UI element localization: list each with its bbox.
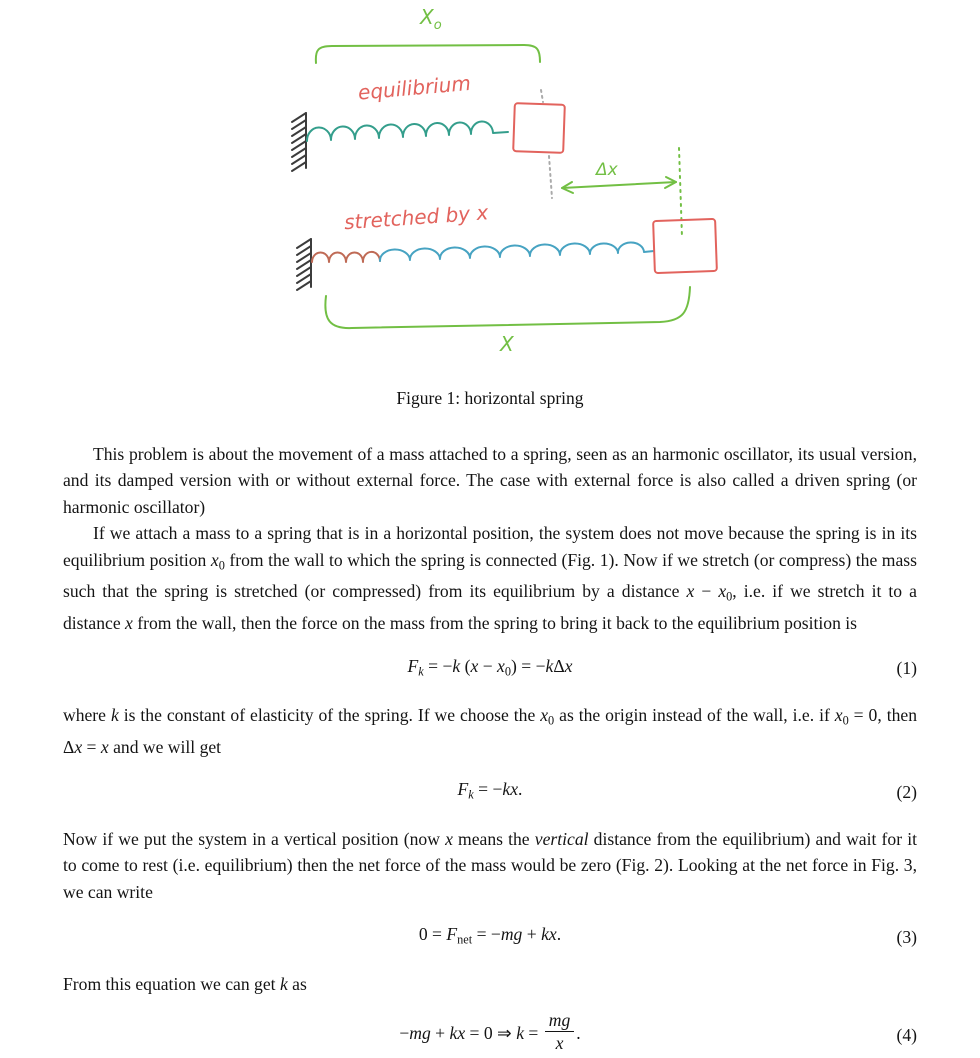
mass-box-1 bbox=[513, 103, 565, 153]
equation-1 bbox=[63, 653, 917, 684]
dotted-line-1 bbox=[549, 156, 552, 198]
equation-2-number: (2) bbox=[896, 782, 917, 803]
label-delta-x: Δx bbox=[596, 160, 618, 180]
paragraph-5: From this equation we can get k as bbox=[63, 973, 307, 994]
wall-hatch-2 bbox=[297, 239, 311, 290]
delta-x-arrow bbox=[562, 177, 676, 193]
equation-1-body: $F_k = -k$ $(x - x_0) = -k\Delta x$ bbox=[407, 655, 573, 679]
paragraph-2: If we attach a mass to a spring that is in a horizontal position, the system does not move because the spring is in its equilibrium position $x_0$ from the wall to which the spring is connected (Fig. 1). Now if we stretch (or compress) the mass such that the spring is stretched (or compressed) from its equilibrium by a distance $x - x_0$, i.e. if we stretch it to a distance x from the wall, then the force on the mass from the spring to bring it back to the equilibrium position is bbox=[63, 523, 917, 634]
label-x0: $X_o$ bbox=[420, 5, 442, 33]
figure-horizontal-spring bbox=[0, 0, 980, 366]
equation-3 bbox=[63, 921, 917, 952]
equation-4 bbox=[63, 1009, 917, 1056]
spring-2 bbox=[380, 242, 654, 261]
top-bracket bbox=[316, 45, 540, 63]
figure-caption: Figure 1: horizontal spring bbox=[396, 388, 584, 408]
paragraph-1: This problem is about the movement of a mass attached to a spring, seen as an harmonic oscillator, its usual version, and its damped version with or without external force. The case with external force is also called a driven spring (or harmonic oscillator) bbox=[63, 444, 917, 517]
equation-1-number: (1) bbox=[896, 658, 917, 679]
mass-box-2 bbox=[653, 219, 717, 273]
dotted-line-above-box-1 bbox=[541, 90, 543, 102]
equation-4-body: −mg + kx = 0 ⇒ k = $\frac{mg}{x}$ . bbox=[399, 1009, 581, 1054]
label-x: X bbox=[500, 332, 514, 356]
dotted-line-2 bbox=[679, 148, 682, 237]
label-equilibrium: equilibrium bbox=[357, 70, 472, 105]
equation-2-body: $F_k = -kx$. bbox=[457, 779, 523, 802]
wall-hatch-1 bbox=[292, 113, 306, 171]
equation-3-number: (3) bbox=[896, 926, 917, 947]
equation-4-number: (4) bbox=[896, 1024, 917, 1045]
equation-2 bbox=[63, 776, 917, 807]
equation-3-body: $0 = F_{net} = -mg$ + kx. bbox=[418, 924, 562, 947]
spring-2-left bbox=[312, 252, 380, 262]
bottom-bracket bbox=[325, 287, 690, 328]
spring-1 bbox=[307, 122, 508, 141]
label-stretched: stretched by x bbox=[343, 200, 489, 235]
paragraph-4: Now if we put the system in a vertical position (now x means the vertical distance from the equilibrium) and wait for it to come to rest (i.e. equilibrium) then the net force of the mass would be zero (Fig. 2). Looking at the net force in Fig. 3, we can write bbox=[63, 828, 917, 902]
paragraph-3: where k is the constant of elasticity of the spring. If we choose the $x_0$ as the origin instead of the wall, i.e. if $x_0 = 0$, then Δx = x and we will get bbox=[63, 705, 917, 757]
